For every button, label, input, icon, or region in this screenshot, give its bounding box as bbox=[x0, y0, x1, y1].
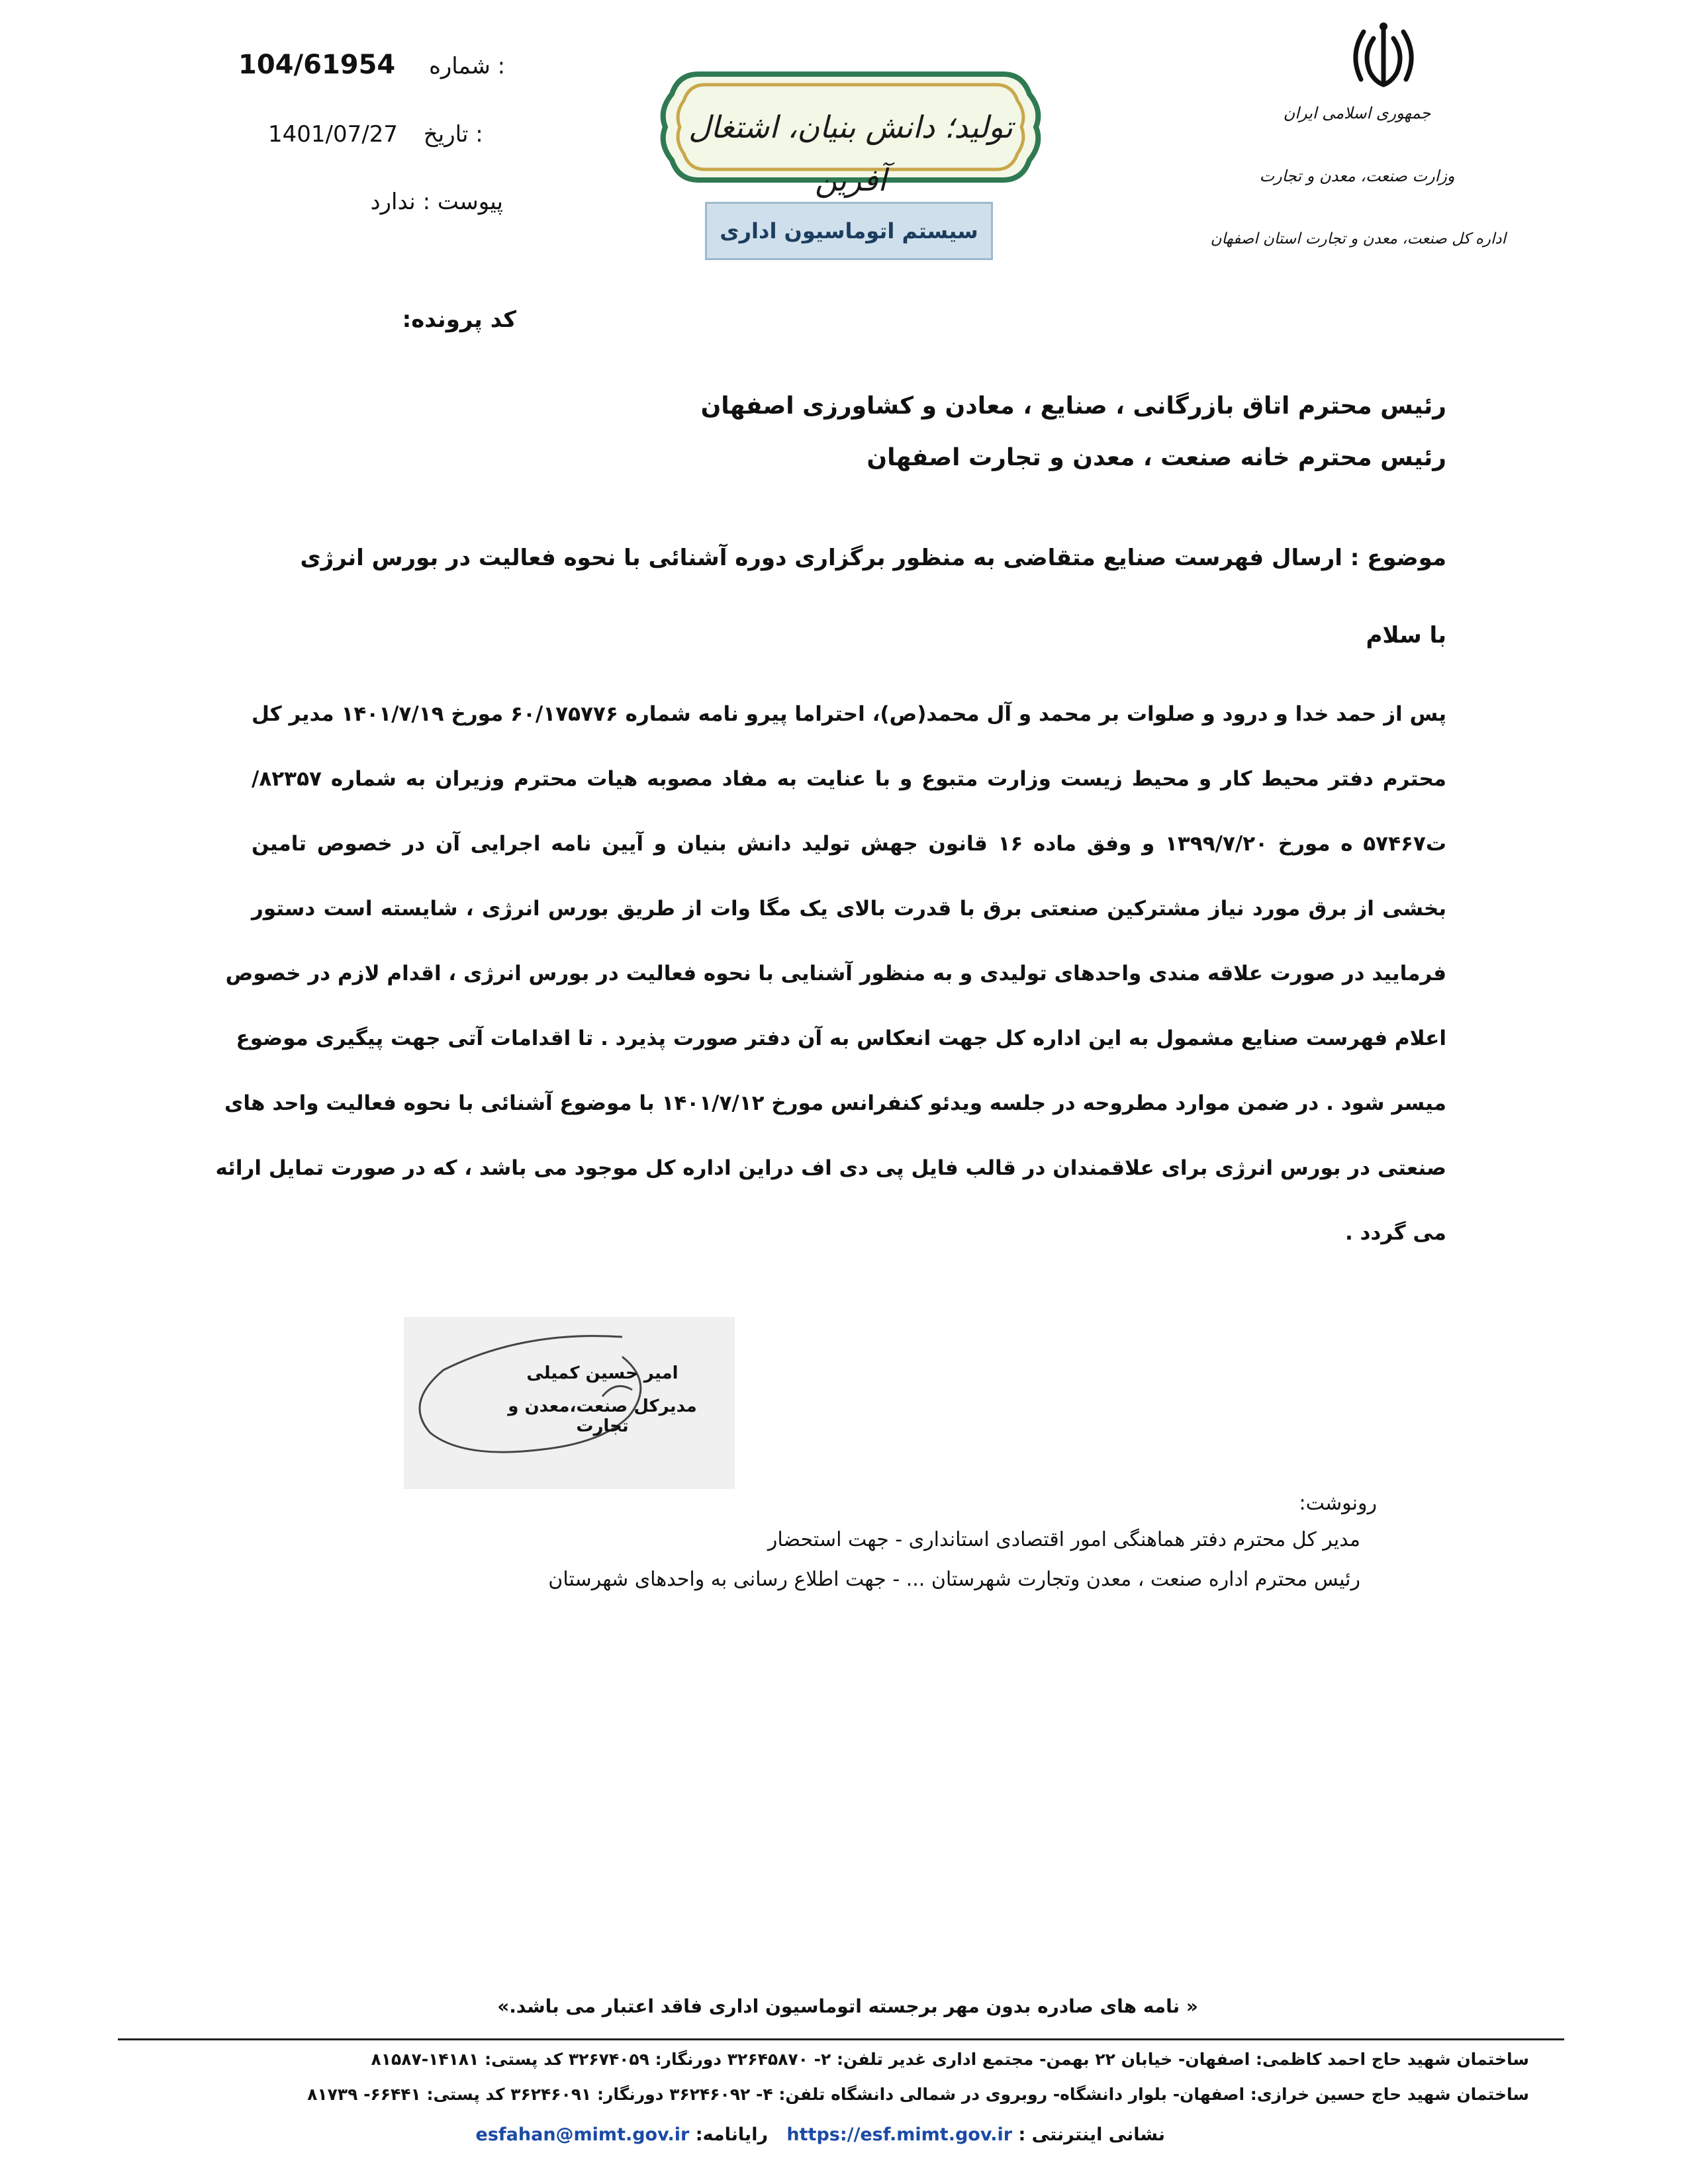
signer-name: امیر حسین کمیلی bbox=[526, 1363, 679, 1383]
org-line-department: اداره کل صنعت، معدن و تجارت استان اصفهان bbox=[1210, 230, 1506, 248]
recipient-1: رئیس محترم اتاق بازرگانی ، صنایع ، معادن و کشاورزی اصفهان bbox=[700, 392, 1446, 420]
footer-address-2: ساختمان شهید حاج حسین خرازی: اصفهان- بلوار دانشگاه- روبروی در شمالی دانشگاه تلفن: ۴- ۳۶۲۴۶۰۹۲ دورنگار: ۳۶۲۴۶۰۹۱ کد پستی: ۶۶۴۴۱- ۸۱۷۳۹ bbox=[307, 2085, 1529, 2104]
slogan-text: تولید؛ دانش بنیان، اشتغال آفرین bbox=[688, 109, 1013, 198]
footer-address-1: ساختمان شهید حاج احمد کاظمی: اصفهان- خیابان ۲۲ بهمن- مجتمع اداری غدیر تلفن: ۲- ۳۲۶۴۵۸۷۰ دورنگار: ۳۲۶۷۴۰۵۹ کد پستی: ۱۴۱۸۱-۸۱۵۸۷ bbox=[371, 2050, 1529, 2069]
body-line: بخشی از برق مورد نیاز مشترکین صنعتی برق با قدرت بالای یک مگا وات از طریق بورس انرژی ، شایسته است دستور bbox=[252, 897, 1446, 921]
file-code-label: کد پرونده: bbox=[402, 306, 516, 333]
footer-divider bbox=[118, 2038, 1564, 2040]
body-line: پس از حمد خدا و درود و صلوات بر محمد و آل محمد(ص)، احتراما پیرو نامه شماره ۶۰/۱۷۵۷۷۶ مورخ ۱۴۰۱/۷/۱۹ مدیر کل bbox=[252, 702, 1446, 726]
letter-subject: موضوع : ارسال فهرست صنایع متقاضی به منظور برگزاری دوره آشنائی با نحوه فعالیت در بورس انرژی bbox=[300, 545, 1446, 571]
letter-number-value: 104/61954 bbox=[238, 50, 396, 80]
slogan-banner bbox=[652, 61, 1049, 198]
cc-label: رونوشت: bbox=[1299, 1492, 1377, 1515]
body-line: می گردد . bbox=[1344, 1221, 1446, 1245]
body-line: اعلام فهرست صنایع مشمول به این اداره کل جهت انعکاس به آن دفتر صورت پذیرد . تا اقدامات آتی جهت پیگیری موضوع bbox=[236, 1026, 1446, 1050]
footer-email-row bbox=[424, 2124, 768, 2145]
greeting: با سلام bbox=[1366, 622, 1446, 649]
letter-date-label: تاریخ : bbox=[423, 121, 483, 148]
email-link[interactable]: esfahan@mimt.gov.ir bbox=[475, 2124, 690, 2145]
signer-title: مدیرکل صنعت،معدن و تجارت bbox=[508, 1396, 697, 1436]
letter-date-value: 1401/07/27 bbox=[268, 121, 398, 148]
email-label: رایانامه: bbox=[695, 2124, 768, 2145]
body-line: فرمایید در صورت علاقه مندی واحدهای تولیدی و به منظور آشنایی با نحوه فعالیت در بورس انرژی ، اقدام لازم در خصوص bbox=[225, 962, 1446, 985]
website-link[interactable]: https://esf.mimt.gov.ir bbox=[786, 2124, 1013, 2145]
office-automation-box: سیستم اتوماسیون اداری bbox=[705, 202, 993, 260]
recipient-2: رئیس محترم خانه صنعت ، معدن و تجارت اصفهان bbox=[867, 444, 1446, 471]
body-line: صنعتی در بورس انرژی برای علاقمندان در قالب فایل پی دی اف دراین اداره کل موجود می باشد ، که در صورت تمایل ارائه bbox=[215, 1156, 1446, 1180]
body-line: ت۵۷۴۶۷ ه مورخ ۱۳۹۹/۷/۲۰ و وفق ماده ۱۶ قانون جهش تولید دانش بنیان و آیین نامه اجرایی آن در خصوص تامین bbox=[252, 832, 1446, 856]
letter-number-row bbox=[238, 52, 505, 79]
cc-line-2: رئیس محترم اداره صنعت ، معدن وتجارت شهرستان ... - جهت اطلاع رسانی به واحدهای شهرستان bbox=[548, 1568, 1360, 1591]
website-label: نشانی اینترنتی : bbox=[1018, 2124, 1165, 2145]
letter-body bbox=[215, 682, 1446, 1265]
org-line-ministry: وزارت صنعت، معدن و تجارت bbox=[1259, 167, 1455, 185]
letter-number-label: شماره : bbox=[429, 53, 506, 79]
footer-website-row bbox=[786, 2124, 1165, 2145]
signature-block bbox=[404, 1317, 735, 1489]
body-line: میسر شود . در ضمن موارد مطروحه در جلسه ویدئو کنفرانس مورخ ۱۴۰۱/۷/۱۲ با موضوع آشنائی با نحوه فعالیت واحد های bbox=[224, 1091, 1446, 1115]
iran-emblem-icon bbox=[1344, 19, 1423, 98]
body-line: محترم دفتر محیط کار و محیط زیست وزارت متبوع و با عنایت به مفاد مصوبه هیات محترم وزیران به شماره ۸۲۳۵۷/ bbox=[252, 767, 1446, 791]
org-line-country: جمهوری اسلامی ایران bbox=[1283, 104, 1431, 122]
letter-date-row bbox=[268, 121, 483, 148]
cc-line-1: مدیر کل محترم دفتر هماهنگی امور اقتصادی استانداری - جهت استحضار bbox=[767, 1528, 1360, 1551]
validity-note: « نامه های صادره بدون مهر برجسته اتوماسیون اداری فاقد اعتبار می باشد.» bbox=[497, 1995, 1198, 2017]
attachment-row: پیوست : ندارد bbox=[370, 189, 503, 215]
